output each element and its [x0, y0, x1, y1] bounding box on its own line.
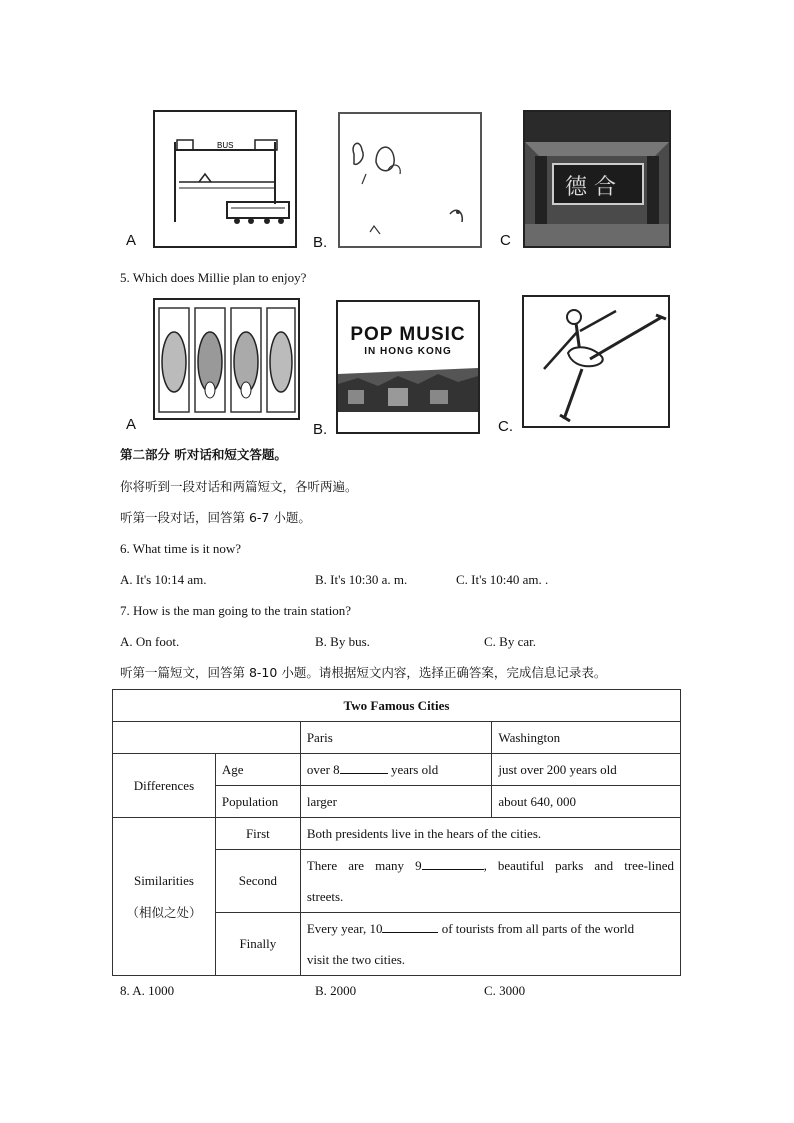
blank-9[interactable] — [422, 869, 484, 870]
age-label: Age — [215, 754, 300, 786]
poster-subtitle: IN HONG KONG — [364, 346, 452, 357]
age-paris-pre: over 8 — [306, 761, 340, 777]
q7-option-b: B. By bus. — [315, 634, 370, 649]
row1-option-c-label: C — [500, 232, 511, 249]
finally-line1 — [307, 913, 674, 944]
similarities-cell — [113, 818, 216, 976]
part2-heading: 第二部分 听对话和短文答题。 — [120, 447, 287, 462]
bus-sign-text: BUS — [217, 141, 234, 150]
picture-chinese-gate — [523, 110, 671, 248]
row1-option-b-label: B. — [313, 234, 328, 251]
second-cell — [300, 850, 680, 913]
second-pre: There are many 9 — [306, 858, 422, 873]
picture-park-sketch — [338, 112, 482, 248]
q5-option-b-label: B. — [313, 421, 328, 438]
q7-option-a: A. On foot. — [120, 634, 180, 649]
table-empty-header — [113, 722, 301, 754]
similarities-label: Similarities — [133, 872, 194, 888]
q6-option-b: B. It's 10:30 a. m. — [315, 572, 408, 587]
q5-option-a-label: A — [126, 416, 137, 433]
finally-post: of tourists from all parts of the world — [438, 921, 635, 936]
second-post: , beautiful parks and tree-lined — [483, 858, 675, 873]
ballet-dancer-icon — [524, 297, 668, 426]
finally-cell — [300, 913, 680, 976]
q6-option-c: C. It's 10:40 am. . — [456, 572, 549, 587]
bus-stop-drawing-icon — [155, 112, 295, 246]
age-washington-cell: just over 200 years old — [492, 754, 681, 786]
chinese-gate-photo-icon — [525, 112, 669, 246]
population-washington-cell: about 640, 000 — [492, 786, 681, 818]
question-7: 7. How is the man going to the train station? — [120, 603, 352, 618]
picture-ballet-dancer — [522, 295, 670, 428]
poster-title: POP MUSIC — [350, 324, 466, 345]
opera-masks-icon — [155, 300, 298, 418]
second-line1 — [307, 850, 674, 881]
finally-line2: visit the two cities. — [306, 952, 406, 967]
q8-option-c: C. 3000 — [484, 983, 526, 998]
second-label: Second — [215, 850, 300, 913]
population-paris-cell: larger — [300, 786, 492, 818]
age-paris-cell — [300, 754, 492, 786]
park-sketch-icon — [340, 114, 480, 246]
row1-option-a-label: A — [126, 232, 137, 249]
passage-intro: 听第一篇短文，回答第 8-10 小题。请根据短文内容，选择正确答案，完成信息记录表。 — [120, 665, 607, 680]
picture-pop-music-poster — [336, 300, 480, 434]
q5-option-c-label: C. — [498, 418, 513, 435]
differences-label: Differences — [113, 754, 216, 818]
q8-option-a: 8. A. 1000 — [120, 983, 175, 998]
blank-8[interactable] — [340, 773, 388, 774]
hong-kong-skyline-icon — [338, 364, 478, 424]
picture-bus-stop — [153, 110, 297, 248]
blank-10[interactable] — [382, 932, 438, 933]
similarities-cn-label: （相似之处） — [126, 904, 202, 920]
first-label: First — [215, 818, 300, 850]
picture-opera-masks — [153, 298, 300, 420]
part2-instruction: 你将听到一段对话和两篇短文，各听两遍。 — [120, 479, 358, 494]
question-6: 6. What time is it now? — [120, 541, 242, 556]
column-paris: Paris — [300, 722, 492, 754]
finally-pre: Every year, 10 — [306, 921, 383, 936]
table-title: Two Famous Cities — [113, 690, 681, 722]
q8-option-b: B. 2000 — [315, 983, 357, 998]
population-label: Population — [215, 786, 300, 818]
question-5: 5. Which does Millie plan to enjoy? — [120, 270, 307, 285]
info-record-table — [112, 689, 681, 976]
q7-option-c: C. By car. — [484, 634, 536, 649]
second-line2: streets. — [306, 889, 344, 904]
column-washington: Washington — [492, 722, 681, 754]
finally-label: Finally — [215, 913, 300, 976]
dialogue-intro: 听第一段对话，回答第 6-7 小题。 — [120, 510, 311, 525]
svg-text:德 合: 德 合 — [565, 175, 616, 200]
q6-option-a: A. It's 10:14 am. — [120, 572, 207, 587]
first-text: Both presidents live in the hears of the cities. — [300, 818, 680, 850]
age-paris-post: years old — [387, 761, 439, 777]
